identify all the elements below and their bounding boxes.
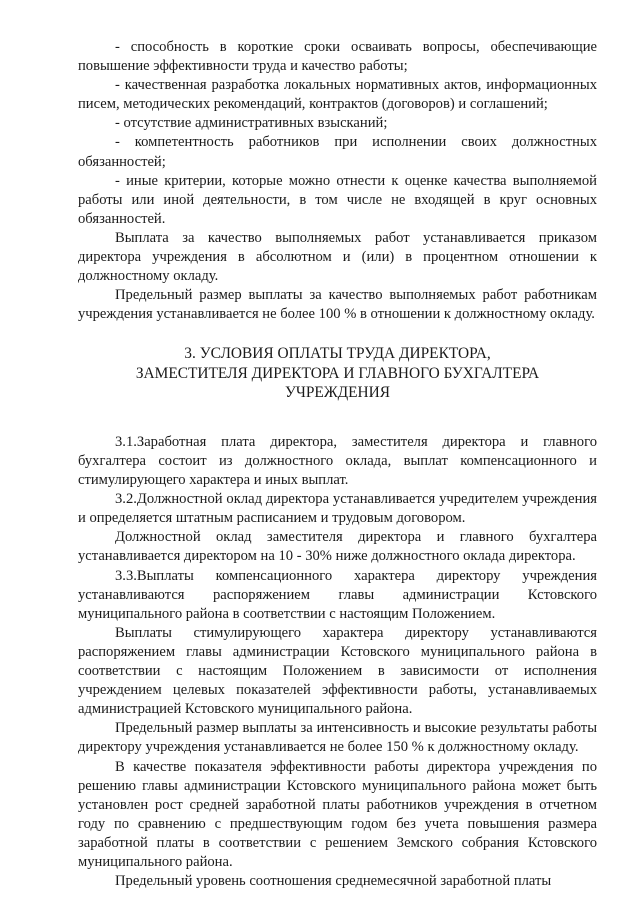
deputy-salary-paragraph: Должностной оклад заместителя директора и главного бухгалтера устанавливается директором на 10 - 30% ниже должностного оклада директора.	[78, 529, 597, 565]
quality-payment-paragraph: Выплата за качество выполняемых работ устанавливается приказом директора учреждения в абсолютном и (или) в процентном отношении к должностному окладу.	[78, 229, 597, 285]
criterion-documents: - качественная разработка локальных нормативных актов, информационных писем, методических рекомендаций, контрактов (договоров) и соглашений;	[78, 77, 597, 113]
section-heading	[78, 344, 597, 403]
criterion-other: - иные критерии, которые можно отнести к оценке качества выполняемой работы или иной деятельности, в том числе не входящей в круг основных обязанностей.	[78, 172, 597, 227]
efficiency-indicator-paragraph: В качестве показателя эффективности работы директора учреждения по решению главы администрации Кстовского муниципального района может быть установлен рост средней заработной платы работников учреждения в отчетном году по сравнению с предшествующим годом без учета повышения размера заработной платы в соответствии с решением Земского собрания Кстовского муниципального района.	[78, 758, 597, 870]
clause-3-2: 3.2.Должностной оклад директора устанавливается учредителем учреждения и определяется штатным расписанием и трудовым договором.	[78, 491, 597, 527]
quality-payment-limit-paragraph: Предельный размер выплаты за качество выполняемых работ работникам учреждения устанавливается не более 100 % в отношении к должностному окладу.	[78, 287, 597, 323]
salary-ratio-paragraph: Предельный уровень соотношения среднемесячной заработной платы	[115, 873, 552, 890]
criterion-speed: - способность в короткие сроки осваивать вопросы, обеспечивающие повышение эффективности труда и качество работы;	[78, 39, 597, 75]
section-heading-line-3: УЧРЕЖДЕНИЯ	[284, 384, 391, 402]
section-heading-line-2: ЗАМЕСТИТЕЛЯ ДИРЕКТОРА И ГЛАВНОГО БУХГАЛТЕРА	[135, 364, 540, 382]
document-page	[78, 38, 597, 891]
criterion-no-penalties: - отсутствие административных взысканий;	[115, 115, 388, 132]
section-heading-line-1: 3. УСЛОВИЯ ОПЛАТЫ ТРУДА ДИРЕКТОРА,	[184, 345, 491, 363]
incentive-limit-paragraph: Предельный размер выплаты за интенсивность и высокие результаты работы директору учреждения устанавливается не более 150 % к должностному окладу.	[78, 720, 597, 756]
clause-3-3: 3.3.Выплаты компенсационного характера директору учреждения устанавливаются распоряжением главы администрации Кстовского муниципального района в соответствии с настоящим Положением.	[78, 567, 597, 622]
criterion-competence: - компетентность работников при исполнении своих должностных обязанностей;	[78, 134, 597, 170]
incentive-payments-paragraph: Выплаты стимулирующего характера директору устанавливаются распоряжением главы администрации Кстовского муниципального района в соответствии с настоящим Положением в зависимости от исполнения учреждением целевых показателей эффективности работы, устанавливаемых администрацией Кстовского муниципального района.	[78, 624, 597, 718]
clause-3-1: 3.1.Заработная плата директора, заместителя директора и главного бухгалтера состоит из должностного оклада, выплат компенсационного и стимулирующего характера и иных выплат.	[78, 433, 597, 489]
